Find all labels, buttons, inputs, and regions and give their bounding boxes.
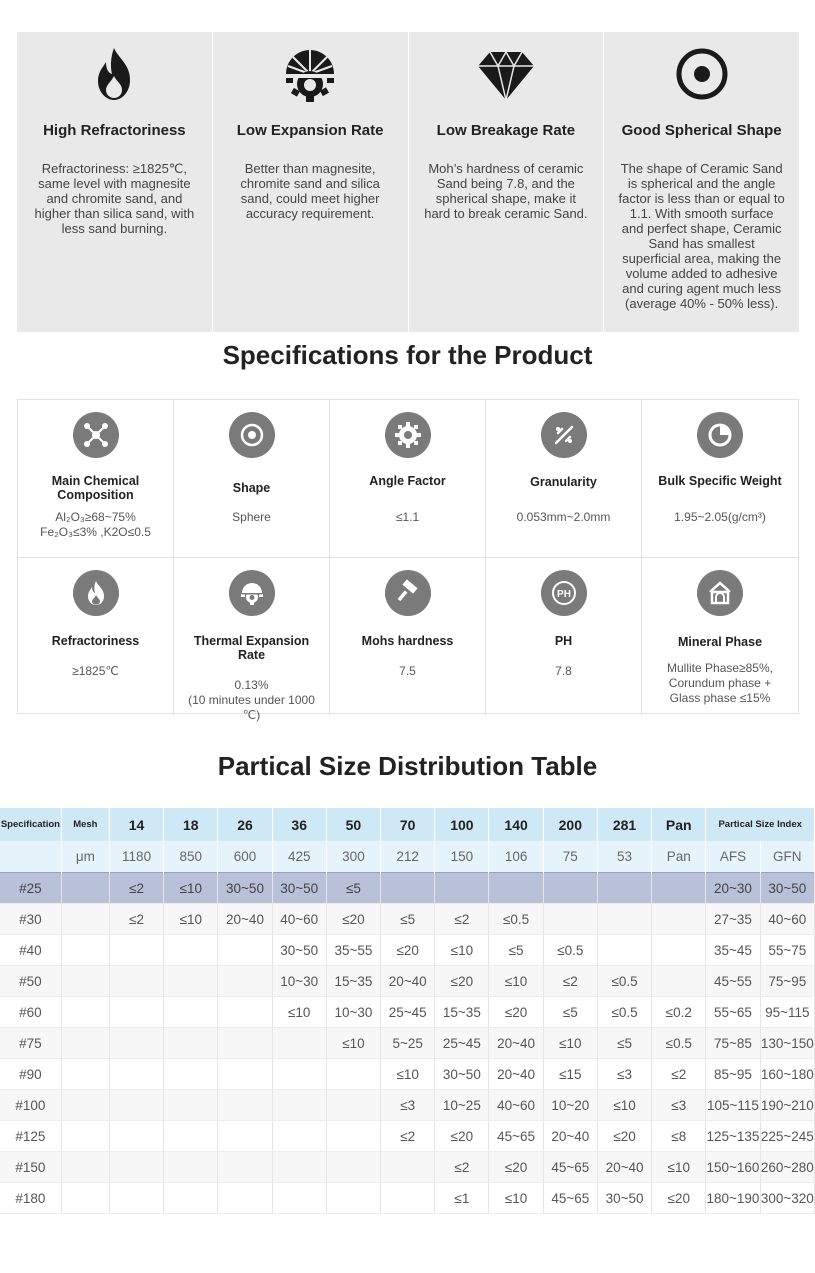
- flame-icon: [84, 44, 144, 104]
- header-cell: AFS: [706, 841, 760, 873]
- table-cell: 30~50: [597, 1183, 651, 1214]
- table-row: [0, 997, 815, 1028]
- table-cell: [652, 935, 706, 966]
- header-cell: 36: [272, 808, 326, 841]
- table-cell: [164, 997, 218, 1028]
- feature-title: Low Breakage Rate: [436, 122, 576, 139]
- table-cell: 20~40: [543, 1121, 597, 1152]
- spec-shape: [174, 400, 330, 558]
- table-cell: [61, 1090, 109, 1121]
- table-cell: [489, 873, 543, 904]
- table-cell: ≤10: [272, 997, 326, 1028]
- feature-description: Better than magnesite, chromite sand and silica sand, could meet higher accuracy requirement.: [240, 161, 380, 221]
- table-cell: 10~25: [435, 1090, 489, 1121]
- header-cell: 600: [218, 841, 272, 873]
- table-cell: ≤0.5: [597, 966, 651, 997]
- spec-label: Thermal Expansion Rate: [193, 634, 310, 662]
- table-cell: [109, 1090, 163, 1121]
- header-cell: 850: [164, 841, 218, 873]
- table-cell: [109, 997, 163, 1028]
- spec-value: 0.053mm~2.0mm: [516, 510, 611, 524]
- feature-high-refractoriness: [17, 32, 213, 332]
- table-cell: ≤20: [489, 1152, 543, 1183]
- header-cell: 26: [218, 808, 272, 841]
- table-cell: 160~180: [760, 1059, 814, 1090]
- target-circle-icon: [672, 44, 732, 104]
- table-cell: ≤10: [164, 904, 218, 935]
- table-cell: [272, 1090, 326, 1121]
- table-row: [0, 873, 815, 904]
- table-cell: [381, 873, 435, 904]
- table-header-mesh: [0, 808, 815, 841]
- table-cell: [272, 1028, 326, 1059]
- spec-value: [642, 661, 798, 706]
- table-cell: [164, 1028, 218, 1059]
- table-cell: #180: [0, 1183, 61, 1214]
- table-row: [0, 1152, 815, 1183]
- table-cell: ≤3: [652, 1090, 706, 1121]
- table-cell: ≤10: [652, 1152, 706, 1183]
- table-cell: [164, 1059, 218, 1090]
- table-cell: [326, 1183, 380, 1214]
- table-cell: [109, 1059, 163, 1090]
- table-cell: 85~95: [706, 1059, 760, 1090]
- table-cell: 20~40: [489, 1059, 543, 1090]
- table-cell: [109, 1152, 163, 1183]
- table-cell: [61, 1121, 109, 1152]
- table-cell: ≤5: [381, 904, 435, 935]
- table-cell: #30: [0, 904, 61, 935]
- spec-refractoriness: [18, 558, 174, 715]
- table-cell: [164, 1121, 218, 1152]
- table-cell: [218, 1152, 272, 1183]
- table-cell: ≤20: [652, 1183, 706, 1214]
- header-cell: 200: [543, 808, 597, 841]
- spec-value: 7.5: [399, 664, 416, 678]
- table-cell: 45~65: [543, 1183, 597, 1214]
- table-cell: 260~280: [760, 1152, 814, 1183]
- table-cell: ≤20: [381, 935, 435, 966]
- table-cell: ≤5: [597, 1028, 651, 1059]
- spec-label: Granularity: [530, 475, 597, 489]
- table-cell: 190~210: [760, 1090, 814, 1121]
- table-cell: ≤0.5: [652, 1028, 706, 1059]
- table-cell: [164, 966, 218, 997]
- header-cell: Mesh: [61, 808, 109, 841]
- table-section-title: Partical Size Distribution Table: [217, 751, 598, 781]
- table-cell: ≤10: [381, 1059, 435, 1090]
- spec-bulk-specific-weight: [642, 400, 798, 558]
- spec-mineral-phase: [642, 558, 798, 715]
- table-cell: [61, 935, 109, 966]
- feature-low-expansion-rate: [213, 32, 409, 332]
- feature-title: Good Spherical Shape: [621, 122, 782, 139]
- table-cell: [61, 1152, 109, 1183]
- table-cell: [109, 1028, 163, 1059]
- table-cell: ≤2: [109, 873, 163, 904]
- table-cell: 20~40: [218, 904, 272, 935]
- table-cell: [164, 1152, 218, 1183]
- table-cell: ≤2: [652, 1059, 706, 1090]
- table-cell: 180~190: [706, 1183, 760, 1214]
- table-cell: #60: [0, 997, 61, 1028]
- pie-icon: [697, 412, 743, 458]
- table-cell: 30~50: [760, 873, 814, 904]
- spec-value: [174, 678, 329, 723]
- feature-description: Moh’s hardness of ceramic Sand being 7.8, and the spherical shape, make it hard to break ceramic Sand.: [424, 161, 588, 221]
- table-cell: [218, 1059, 272, 1090]
- table-cell: ≤2: [435, 904, 489, 935]
- table-cell: ≤1: [435, 1183, 489, 1214]
- spec-value: [18, 510, 173, 540]
- header-cell: 70: [381, 808, 435, 841]
- table-cell: 10~20: [543, 1090, 597, 1121]
- table-cell: ≤10: [597, 1090, 651, 1121]
- spec-angle-factor: [330, 400, 486, 558]
- header-cell: 50: [326, 808, 380, 841]
- table-cell: [597, 873, 651, 904]
- table-row: [0, 1183, 815, 1214]
- header-cell: GFN: [760, 841, 814, 873]
- spec-thermal-expansion-rate: [174, 558, 330, 722]
- table-cell: 20~40: [597, 1152, 651, 1183]
- table-cell: [109, 935, 163, 966]
- header-cell: 53: [597, 841, 651, 873]
- spec-value-line: Fe₂O₃≤3% ,K2O≤0.5: [40, 525, 151, 539]
- spec-value-line: Mullite Phase≥85%,: [667, 661, 773, 675]
- table-cell: 40~60: [760, 904, 814, 935]
- table-cell: ≤10: [489, 966, 543, 997]
- table-cell: 95~115: [760, 997, 814, 1028]
- table-cell: ≤20: [435, 1121, 489, 1152]
- feature-description: The shape of Ceramic Sand is spherical and the angle factor is less than or equal to 1.1. With smooth surface and perfect shape, Ceramic Sand has smallest superficial area, making the volume added to adhesive and curing agent much less (average 40% - 50% less).: [618, 161, 785, 311]
- table-cell: ≤0.5: [489, 904, 543, 935]
- spec-label: PH: [554, 634, 573, 648]
- spec-label: Refractoriness: [51, 634, 140, 648]
- table-cell: [61, 1059, 109, 1090]
- table-row: [0, 1059, 815, 1090]
- header-cell: Pan: [652, 808, 706, 841]
- table-cell: 10~30: [326, 997, 380, 1028]
- spec-value: Sphere: [232, 510, 271, 524]
- header-cell: Specification: [0, 808, 61, 841]
- table-cell: ≤20: [597, 1121, 651, 1152]
- header-cell: 14: [109, 808, 163, 841]
- table-cell: #125: [0, 1121, 61, 1152]
- table-row: [0, 935, 815, 966]
- spec-grid: [17, 399, 799, 722]
- table-cell: ≤5: [489, 935, 543, 966]
- granularity-icon: [541, 412, 587, 458]
- gear-expansion-icon: [280, 44, 340, 104]
- table-cell: 30~50: [272, 873, 326, 904]
- table-cell: ≤20: [489, 997, 543, 1028]
- spec-value-line: 0.13%: [234, 678, 269, 692]
- header-cell: Partical Size Index: [706, 808, 815, 841]
- spec-section-title: Specifications for the Product: [222, 340, 593, 370]
- expansion-gear-icon: [229, 570, 275, 616]
- spec-label: Angle Factor: [369, 474, 446, 488]
- spec-value-line: Corundum phase +: [668, 676, 772, 690]
- table-cell: 20~30: [706, 873, 760, 904]
- table-cell: ≤0.5: [597, 997, 651, 1028]
- table-cell: [61, 966, 109, 997]
- table-cell: [218, 1028, 272, 1059]
- hammer-icon: [385, 570, 431, 616]
- table-cell: [61, 1183, 109, 1214]
- table-cell: [109, 966, 163, 997]
- header-cell: 1180: [109, 841, 163, 873]
- table-cell: 30~50: [218, 873, 272, 904]
- table-cell: ≤20: [435, 966, 489, 997]
- table-cell: [272, 1183, 326, 1214]
- table-cell: [218, 966, 272, 997]
- table-cell: 75~95: [760, 966, 814, 997]
- table-cell: [652, 873, 706, 904]
- header-cell: 140: [489, 808, 543, 841]
- table-cell: 15~35: [326, 966, 380, 997]
- table-cell: ≤3: [381, 1090, 435, 1121]
- header-cell: 150: [435, 841, 489, 873]
- table-cell: [597, 904, 651, 935]
- table-cell: ≤2: [543, 966, 597, 997]
- table-cell: [218, 1121, 272, 1152]
- spec-value-line: Glass phase ≤15%: [669, 691, 771, 705]
- feature-low-breakage-rate: [409, 32, 605, 332]
- table-cell: #25: [0, 873, 61, 904]
- table-cell: 5~25: [381, 1028, 435, 1059]
- feature-panel: [17, 32, 799, 332]
- table-cell: 27~35: [706, 904, 760, 935]
- table-cell: [218, 935, 272, 966]
- table-cell: [164, 1090, 218, 1121]
- spec-value-line: Al₂O₃≥68~75%: [55, 510, 136, 524]
- table-cell: ≤10: [164, 873, 218, 904]
- table-cell: ≤0.2: [652, 997, 706, 1028]
- header-cell: 281: [597, 808, 651, 841]
- table-cell: 20~40: [489, 1028, 543, 1059]
- table-cell: [543, 904, 597, 935]
- table-cell: 300~320: [760, 1183, 814, 1214]
- feature-title: High Refractoriness: [43, 122, 186, 139]
- spec-value: 1.95~2.05(g/cm³): [674, 510, 766, 524]
- table-cell: ≤10: [489, 1183, 543, 1214]
- table-cell: [326, 1152, 380, 1183]
- table-cell: 30~50: [435, 1059, 489, 1090]
- table-cell: [326, 1090, 380, 1121]
- size-distribution-table: [0, 808, 815, 1214]
- gear-circle-icon: [385, 412, 431, 458]
- table-cell: 150~160: [706, 1152, 760, 1183]
- table-cell: 45~65: [489, 1121, 543, 1152]
- spec-label: Main Chemical Composition: [51, 474, 140, 502]
- table-cell: 10~30: [272, 966, 326, 997]
- spec-label: Shape: [232, 481, 271, 495]
- feature-description: Refractoriness: ≥1825℃, same level with magnesite and chromite sand, and higher than silica sand, with less sand burning.: [34, 161, 195, 236]
- header-cell: [0, 841, 61, 873]
- header-cell: Pan: [652, 841, 706, 873]
- table-cell: #75: [0, 1028, 61, 1059]
- table-cell: [61, 873, 109, 904]
- table-row: [0, 966, 815, 997]
- table-cell: 40~60: [489, 1090, 543, 1121]
- table-cell: 45~55: [706, 966, 760, 997]
- table-header-micron: [0, 841, 815, 873]
- table-cell: [164, 1183, 218, 1214]
- table-cell: ≤10: [435, 935, 489, 966]
- table-cell: [326, 1121, 380, 1152]
- table-cell: #90: [0, 1059, 61, 1090]
- table-row: [0, 904, 815, 935]
- table-cell: #150: [0, 1152, 61, 1183]
- table-cell: #40: [0, 935, 61, 966]
- table-cell: 125~135: [706, 1121, 760, 1152]
- table-cell: #100: [0, 1090, 61, 1121]
- table-cell: 35~45: [706, 935, 760, 966]
- table-row: [0, 1028, 815, 1059]
- table-cell: 25~45: [381, 997, 435, 1028]
- table-cell: [109, 1183, 163, 1214]
- feature-title: Low Expansion Rate: [236, 122, 384, 139]
- table-cell: [381, 1183, 435, 1214]
- table-cell: 25~45: [435, 1028, 489, 1059]
- table-row: [0, 1090, 815, 1121]
- table-cell: 15~35: [435, 997, 489, 1028]
- table-cell: [218, 1183, 272, 1214]
- table-cell: 225~245: [760, 1121, 814, 1152]
- table-cell: ≤5: [326, 873, 380, 904]
- table-cell: [435, 873, 489, 904]
- spec-label: Bulk Specific Weight: [658, 474, 782, 488]
- table-cell: ≤10: [543, 1028, 597, 1059]
- header-cell: 425: [272, 841, 326, 873]
- table-cell: [597, 935, 651, 966]
- table-cell: ≤0.5: [543, 935, 597, 966]
- table-cell: [61, 904, 109, 935]
- svg-text:PH: PH: [556, 589, 571, 600]
- table-cell: [652, 904, 706, 935]
- table-cell: [61, 997, 109, 1028]
- table-cell: [61, 1028, 109, 1059]
- table-cell: ≤10: [326, 1028, 380, 1059]
- header-cell: 75: [543, 841, 597, 873]
- table-cell: 30~50: [272, 935, 326, 966]
- table-cell: ≤3: [597, 1059, 651, 1090]
- table-cell: [272, 1121, 326, 1152]
- spec-main-chemical-composition: [18, 400, 174, 558]
- spec-label: Mohs hardness: [361, 634, 454, 648]
- table-cell: [218, 997, 272, 1028]
- table-cell: 105~115: [706, 1090, 760, 1121]
- table-cell: ≤8: [652, 1121, 706, 1152]
- table-cell: 45~65: [543, 1152, 597, 1183]
- circle-target-icon: [229, 412, 275, 458]
- table-cell: 130~150: [760, 1028, 814, 1059]
- flame-icon: [73, 570, 119, 616]
- table-cell: ≤5: [543, 997, 597, 1028]
- table-cell: 20~40: [381, 966, 435, 997]
- table-cell: [326, 1059, 380, 1090]
- table-cell: 35~55: [326, 935, 380, 966]
- table-cell: [543, 873, 597, 904]
- header-cell: 106: [489, 841, 543, 873]
- table-cell: [109, 1121, 163, 1152]
- table-cell: [652, 966, 706, 997]
- spec-value-line: (10 minutes under 1000 ℃): [188, 693, 315, 722]
- house-phase-icon: [697, 570, 743, 616]
- table-cell: [272, 1059, 326, 1090]
- table-cell: [272, 1152, 326, 1183]
- spec-mohs-hardness: [330, 558, 486, 715]
- table-cell: ≤20: [326, 904, 380, 935]
- table-cell: 75~85: [706, 1028, 760, 1059]
- spec-value: ≤1.1: [395, 510, 420, 524]
- spec-granularity: [486, 400, 642, 558]
- table-cell: 40~60: [272, 904, 326, 935]
- header-cell: 18: [164, 808, 218, 841]
- header-cell: 212: [381, 841, 435, 873]
- diamond-icon: [476, 44, 536, 104]
- header-cell: μm: [61, 841, 109, 873]
- ph-icon: [541, 570, 587, 616]
- table-cell: [218, 1090, 272, 1121]
- table-cell: 55~65: [706, 997, 760, 1028]
- table-cell: #50: [0, 966, 61, 997]
- table-cell: ≤15: [543, 1059, 597, 1090]
- feature-good-spherical-shape: [604, 32, 799, 332]
- spec-label: Mineral Phase: [677, 635, 763, 649]
- table-cell: ≤2: [109, 904, 163, 935]
- header-cell: 300: [326, 841, 380, 873]
- table-cell: 55~75: [760, 935, 814, 966]
- table-cell: ≤2: [381, 1121, 435, 1152]
- spec-value: ≥1825℃: [72, 664, 119, 678]
- table-cell: [164, 935, 218, 966]
- table-cell: ≤2: [435, 1152, 489, 1183]
- table-row: [0, 1121, 815, 1152]
- spec-ph: [486, 558, 642, 715]
- molecule-icon: [73, 412, 119, 458]
- table-cell: [381, 1152, 435, 1183]
- spec-value: 7.8: [555, 664, 572, 678]
- header-cell: 100: [435, 808, 489, 841]
